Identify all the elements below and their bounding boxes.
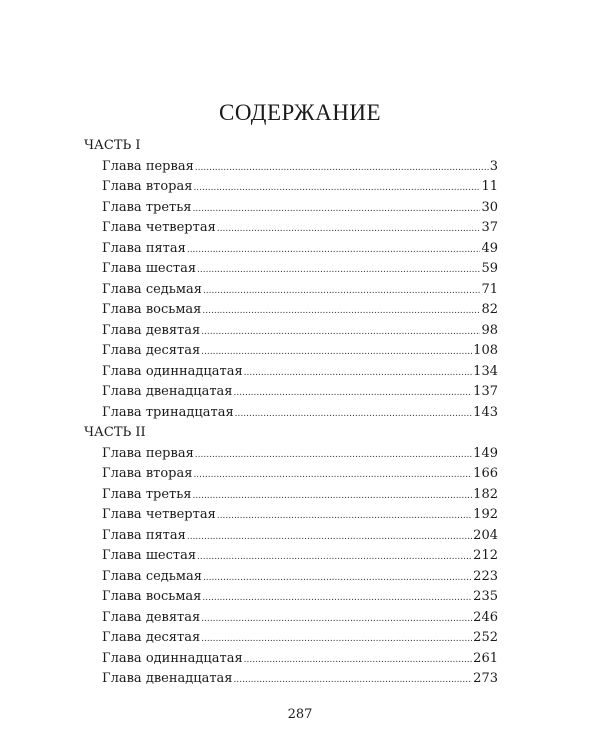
toc-entry	[102, 280, 498, 301]
chapter-title: Глава двенадцатая	[102, 384, 233, 399]
toc-entry	[102, 649, 498, 670]
chapter-page-number: 273	[473, 671, 498, 686]
dot-leader	[234, 382, 473, 404]
toc-entry	[102, 259, 498, 280]
chapter-title: Глава шестая	[102, 548, 197, 563]
dot-leader	[203, 567, 472, 589]
chapter-page-number: 30	[481, 199, 498, 215]
dot-leader	[235, 403, 473, 425]
part-heading: ЧАСТЬ I	[84, 138, 141, 153]
chapter-page-number: 261	[473, 650, 498, 666]
toc-entry	[102, 526, 498, 547]
chapter-title: Глава пятая	[102, 240, 186, 256]
chapter-page-number: 223	[473, 568, 498, 584]
toc-entry	[102, 382, 498, 403]
part-heading: ЧАСТЬ II	[84, 425, 146, 440]
chapter-title: Глава седьмая	[102, 568, 202, 584]
chapter-title: Глава одиннадцатая	[102, 650, 243, 666]
page-number: 287	[287, 707, 313, 722]
toc-entry	[102, 608, 498, 629]
dot-leader	[203, 280, 481, 302]
chapter-title: Глава девятая	[102, 322, 201, 338]
dot-leader	[234, 669, 473, 691]
dot-leader	[244, 362, 473, 384]
dot-leader	[244, 649, 473, 671]
chapter-page-number: 134	[473, 363, 498, 379]
chapter-page-number: 204	[473, 527, 498, 543]
toc-entry	[102, 669, 498, 690]
toc-entry	[102, 239, 498, 260]
dot-leader	[217, 505, 472, 527]
dot-leader	[197, 546, 472, 568]
chapter-page-number: 182	[473, 486, 498, 502]
chapter-title: Глава третья	[102, 199, 192, 215]
dot-leader	[195, 157, 489, 179]
chapter-page-number: 98	[481, 322, 498, 338]
chapter-page-number: 37	[481, 220, 498, 235]
chapter-page-number: 49	[481, 240, 498, 256]
chapter-title: Глава первая	[102, 158, 194, 174]
chapter-page-number: 246	[473, 609, 498, 625]
chapter-page-number: 108	[473, 343, 498, 358]
chapter-page-number: 82	[481, 302, 498, 317]
chapter-title: Глава вторая	[102, 179, 193, 194]
chapter-page-number: 137	[473, 384, 498, 399]
toc-entry	[102, 485, 498, 506]
page-title: СОДЕРЖАНИЕ	[218, 100, 381, 125]
toc-entry	[102, 403, 498, 424]
dot-leader	[197, 259, 480, 281]
dot-leader	[201, 341, 472, 363]
toc-entry	[102, 300, 498, 321]
chapter-page-number: 149	[473, 445, 498, 461]
toc-entry	[102, 464, 498, 485]
chapter-page-number: 11	[481, 179, 498, 194]
dot-leader	[202, 300, 480, 322]
dot-leader	[193, 485, 473, 507]
chapter-title: Глава первая	[102, 445, 194, 461]
toc-entry	[102, 628, 498, 649]
toc-entry	[102, 218, 498, 239]
chapter-title: Глава вторая	[102, 466, 193, 481]
chapter-page-number: 192	[473, 507, 498, 522]
chapter-title: Глава девятая	[102, 609, 201, 625]
dot-leader	[201, 608, 472, 630]
chapter-title: Глава одиннадцатая	[102, 363, 243, 379]
dot-leader	[187, 239, 481, 261]
chapter-title: Глава шестая	[102, 261, 197, 276]
chapter-page-number: 212	[473, 548, 498, 563]
chapter-page-number: 71	[481, 281, 498, 297]
toc-entry	[102, 567, 498, 588]
toc-entry	[102, 341, 498, 362]
dot-leader	[201, 321, 480, 343]
table-of-contents	[84, 136, 498, 690]
dot-leader	[202, 587, 472, 609]
toc-entry	[102, 587, 498, 608]
chapter-page-number: 59	[481, 261, 498, 276]
dot-leader	[193, 198, 481, 220]
chapter-title: Глава третья	[102, 486, 192, 502]
dot-leader	[195, 444, 472, 466]
toc-entry	[102, 157, 498, 178]
dot-leader	[193, 177, 480, 199]
chapter-title: Глава тринадцатая	[102, 404, 234, 420]
chapter-title: Глава восьмая	[102, 302, 202, 317]
toc-entry	[102, 321, 498, 342]
dot-leader	[187, 526, 472, 548]
toc-entry	[102, 546, 498, 567]
chapter-title: Глава десятая	[102, 630, 201, 645]
dot-leader	[201, 628, 472, 650]
toc-entry	[102, 505, 498, 526]
dot-leader	[217, 218, 481, 240]
toc-entry	[102, 444, 498, 465]
chapter-title: Глава пятая	[102, 527, 186, 543]
chapter-title: Глава двенадцатая	[102, 671, 233, 686]
dot-leader	[193, 464, 472, 486]
chapter-page-number: 143	[473, 404, 498, 420]
chapter-title: Глава восьмая	[102, 589, 202, 604]
chapter-page-number: 252	[473, 630, 498, 645]
chapter-title: Глава седьмая	[102, 281, 202, 297]
chapter-page-number: 166	[473, 466, 498, 481]
toc-entry	[102, 362, 498, 383]
chapter-page-number: 3	[489, 158, 498, 174]
chapter-title: Глава четвертая	[102, 220, 216, 235]
toc-entry	[102, 177, 498, 198]
toc-entry	[102, 198, 498, 219]
chapter-title: Глава четвертая	[102, 507, 216, 522]
chapter-page-number: 235	[473, 589, 498, 604]
chapter-title: Глава десятая	[102, 343, 201, 358]
